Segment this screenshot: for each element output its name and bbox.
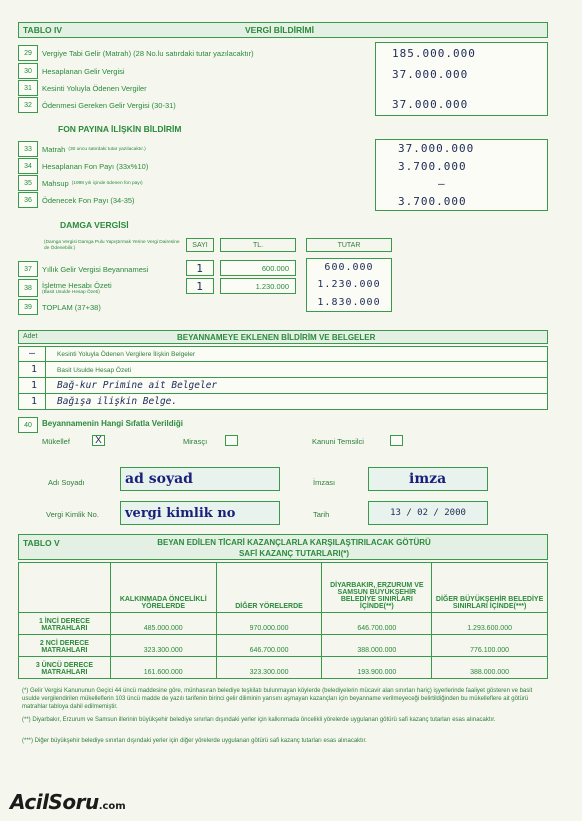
- value-35: —: [438, 177, 446, 191]
- kanuni-checkbox[interactable]: [390, 435, 403, 446]
- table-cell: 776.100.000: [432, 635, 548, 657]
- row-number: 35: [18, 175, 38, 191]
- tutar-38: 1.230.000: [317, 279, 381, 291]
- row-label: Hesaplanan Gelir Vergisi: [42, 66, 125, 76]
- tablo5-label: TABLO V: [23, 538, 60, 548]
- ekler-row-3: [19, 379, 547, 394]
- value-36: 3.700.000: [398, 194, 467, 208]
- fon-title: FON PAYINA İLİŞKİN BİLDİRİM: [58, 124, 182, 134]
- fon-row-33: [18, 141, 146, 157]
- vkn-value: vergi kimlik no: [125, 505, 236, 521]
- col-tutar-header: [306, 238, 392, 252]
- tutar-37: 600.000: [324, 262, 374, 274]
- imzasi-value: imza: [409, 471, 447, 487]
- col-tl-header: [220, 238, 296, 252]
- mirasci-checkbox[interactable]: [225, 435, 238, 446]
- value-30: 37.000.000: [392, 68, 469, 82]
- row-sublabel: (Basit Usulde Hesap Özeti): [42, 290, 100, 295]
- ekler-header: [18, 330, 548, 344]
- table-cell: 388.000.000: [322, 635, 432, 657]
- watermark-suffix: .com: [98, 801, 126, 812]
- tablo4-title: VERGİ BİLDİRİMİ: [245, 25, 314, 35]
- ekler-adet: 1: [31, 396, 38, 407]
- tl-38: [220, 278, 296, 294]
- imzasi-label: İmzası: [313, 478, 336, 487]
- tablo4-row-31: [18, 80, 147, 96]
- table-cell: 1.293.600.000: [432, 613, 548, 635]
- value-29: 185.000.000: [392, 47, 476, 61]
- mukellef-checkbox[interactable]: [92, 435, 105, 446]
- row-label: TOPLAM (37+38): [42, 302, 101, 312]
- row-label: Ödenecek Fon Payı (34-35): [42, 195, 135, 205]
- sifat-number: 40: [18, 417, 38, 433]
- tarih-field[interactable]: [368, 501, 488, 525]
- tarih-label: Tarih: [313, 510, 330, 519]
- watermark-brand: AcilSoru: [10, 790, 99, 814]
- table-row-label: 1 İNCİ DERECE MATRAHLARI: [19, 613, 111, 635]
- ekler-row-4: [19, 395, 547, 410]
- table-header-cell: DİYARBAKIR, ERZURUM VE SAMSUN BÜYÜKŞEHİR BELEDİYE SINIRLARI İÇİNDE(**): [322, 563, 432, 613]
- row-sublabel: (1998 yılı içinde ödenen fon payı): [71, 180, 143, 186]
- row-label: Ödenmesi Gereken Gelir Vergisi (30-31): [42, 100, 176, 110]
- row-label: Vergiye Tabi Gelir (Matrah) (28 No.lu satırdaki tutar yazılacaktır): [42, 48, 254, 58]
- mukellef-check-mark: X: [95, 435, 102, 446]
- ekler-adet: —: [29, 348, 36, 359]
- tl-38-value: 1.230.000: [255, 281, 289, 291]
- row-label: Kesinti Yoluyla Ödenen Vergiler: [42, 83, 147, 93]
- vkn-field[interactable]: [120, 501, 280, 525]
- value-33: 37.000.000: [398, 142, 475, 156]
- row-label: Yıllık Gelir Vergisi Beyannamesi: [42, 264, 149, 274]
- table-cell: 388.000.000: [432, 657, 548, 679]
- col-tl-label: TL.: [252, 241, 264, 249]
- ekler-row-1: [19, 347, 547, 362]
- row-number: 31: [18, 80, 38, 96]
- footnote-2: (**) Diyarbakır, Erzurum ve Samsun illerinin büyükşehir belediye sınırları dışındaki yerler için kalkınmada öncelikli yörelerde uygulanan götürü safi kazanç tutarları esas alınacaktır.: [22, 717, 496, 723]
- tablo5-title: BEYAN EDİLEN TİCARİ KAZANÇLARLA KARŞILAŞTIRILACAK GÖTÜRÜ SAFİ KAZANÇ TUTARLARI(*): [157, 538, 431, 558]
- tablo4-row-30: [18, 63, 125, 79]
- tablo5-header: [18, 534, 548, 560]
- row-number: 30: [18, 63, 38, 79]
- row-number: 38: [18, 279, 38, 297]
- damga-row-38: [18, 279, 112, 297]
- ekler-text: Kesinti Yoluyla Ödenen Vergilere İlişkin Belgeler: [57, 351, 196, 358]
- row-number: 39: [18, 299, 38, 315]
- sayi-37: 1: [186, 260, 214, 276]
- damga-row-37: [18, 261, 148, 277]
- table-header-row: [19, 563, 548, 613]
- row-number: 37: [18, 261, 38, 277]
- table-row-label: 3 ÜNCÜ DERECE MATRAHLARI: [19, 657, 111, 679]
- table-cell: 323.300.000: [216, 657, 322, 679]
- tutar-39: 1.830.000: [317, 296, 381, 308]
- fon-row-35: [18, 175, 143, 191]
- damga-note: (Damga Vergisi Damga Pulu Yapıştırmak Yerine Vergi Dairesine de Ödenebilir.): [44, 240, 180, 251]
- ekler-row-2: [19, 363, 547, 378]
- row-number: 34: [18, 158, 38, 174]
- tutar-box: [306, 258, 392, 312]
- ekler-title: BEYANNAMEYE EKLENEN BİLDİRİM VE BELGELER: [177, 333, 376, 342]
- table-cell: 646.700.000: [322, 613, 432, 635]
- tl-37: [220, 260, 296, 276]
- vkn-label: Vergi Kimlik No.: [46, 510, 99, 519]
- sayi-38: 1: [186, 278, 214, 294]
- ekler-adet-label: Adet: [23, 333, 38, 340]
- value-32: 37.000.000: [392, 97, 469, 111]
- adi-label: Adı Soyadı: [48, 478, 85, 487]
- row-number: 36: [18, 192, 38, 208]
- tablo4-label: TABLO IV: [23, 25, 63, 35]
- sifat-title: Beyannamenin Hangi Sıfatla Verildiği: [42, 419, 183, 428]
- row-number: 33: [18, 141, 38, 157]
- tablo5-table: [18, 562, 548, 679]
- row-label: Mahsup: [42, 178, 69, 188]
- table-cell: 323.300.000: [110, 635, 216, 657]
- ekler-body: [18, 346, 548, 410]
- row-label: İşletme Hesabı Özeti: [42, 281, 112, 290]
- kanuni-label: Kanuni Temsilci: [312, 437, 364, 446]
- ekler-adet: 1: [31, 364, 38, 375]
- ekler-divider: [45, 347, 46, 410]
- row-number: 32: [18, 97, 38, 113]
- table-cell: 646.700.000: [216, 635, 322, 657]
- table-cell: 193.900.000: [322, 657, 432, 679]
- mukellef-label: Mükellef: [42, 437, 70, 446]
- ekler-text: Basit Usulde Hesap Özeti: [57, 367, 132, 374]
- imzasi-field[interactable]: [368, 467, 488, 491]
- row-label: Matrah: [42, 144, 66, 154]
- col-sayi-header: [186, 238, 214, 252]
- fon-value-box: [375, 139, 548, 211]
- tablo4-header: [18, 22, 548, 38]
- table-cell: 161.600.000: [110, 657, 216, 679]
- col-tutar-label: TUTAR: [337, 241, 361, 249]
- tablo4-row-32: [18, 97, 176, 113]
- mirasci-label: Mirasçı: [183, 437, 208, 446]
- fon-row-36: [18, 192, 135, 208]
- col-sayi-label: SAYI: [192, 241, 208, 249]
- table-header-cell: KALKINMADA ÖNCELİKLİ YÖRELERDE: [110, 563, 216, 613]
- table-cell: 485.000.000: [110, 613, 216, 635]
- table-row-label: 2 NCİ DERECE MATRAHLARI: [19, 635, 111, 657]
- footnote-3: (***) Diğer büyükşehir belediye sınırları dışındaki yerler için diğer yörelerde uygulanan götürü safi kazanç tutarları esas alınacaktır.: [22, 738, 367, 744]
- value-34: 3.700.000: [398, 159, 467, 173]
- table-header-cell: DİĞER YÖRELERDE: [216, 563, 322, 613]
- adi-value: ad soyad: [125, 471, 193, 487]
- table-row: [19, 613, 548, 635]
- tarih-value: 13 / 02 / 2000: [390, 508, 466, 518]
- watermark-logo: [10, 790, 126, 814]
- table-row: [19, 657, 548, 679]
- row-label: Hesaplanan Fon Payı (33x%10): [42, 161, 149, 171]
- table-header-cell: DİĞER BÜYÜKŞEHİR BELEDİYE SINIRLARI İÇİNDE(***): [432, 563, 548, 613]
- ekler-hand: Bağ-kur Primine ait Belgeler: [57, 380, 218, 391]
- ekler-hand: Bağışa ilişkin Belge.: [57, 396, 178, 407]
- damga-row-39: [18, 299, 101, 315]
- row-number: 29: [18, 45, 38, 61]
- tl-37-value: 600.000: [261, 263, 289, 273]
- tablo4-row-29: [18, 45, 254, 61]
- row-sublabel: (30 uncu satırdaki tutar yazılacaktır.): [68, 146, 146, 152]
- table-row: [19, 635, 548, 657]
- footnote-1: (*) Gelir Vergisi Kanununun Geçici 44 üncü maddesine göre, münhasıran belediye teşkilatı bulunmayan köylerde (belediyelerin mücavir alan sınırları hariç) işyerlerinde faaliyet gösteren ve basit usulde vergilendirilen mükelleflerin 103 üncü madde de yazılı tarifenin birinci gelir diliminin yarısını aşmayan kazançları için beyanname verilmeyeceği belirtildiğinden bu mükelleflere ait götürü matrahlar tabloya dahil edilmemiştir.: [22, 688, 533, 710]
- table-corner-cell: [19, 563, 111, 613]
- adi-field[interactable]: [120, 467, 280, 491]
- damga-title: DAMGA VERGİSİ: [60, 220, 129, 230]
- table-cell: 970.000.000: [216, 613, 322, 635]
- ekler-adet: 1: [31, 380, 38, 391]
- fon-row-34: [18, 158, 148, 174]
- tablo4-value-box: [375, 42, 548, 116]
